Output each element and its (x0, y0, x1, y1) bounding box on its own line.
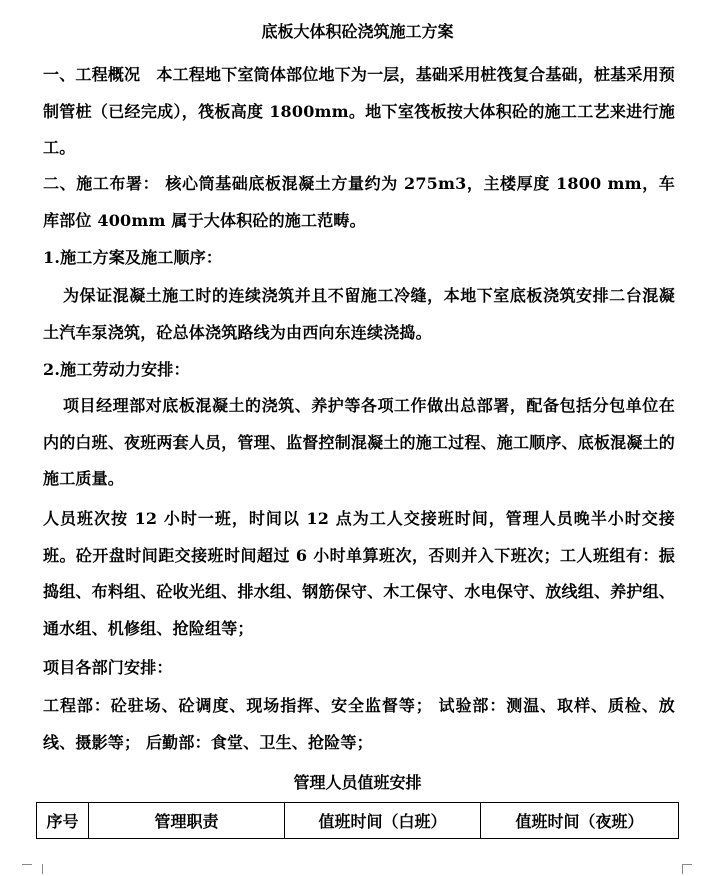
paragraph-construction-layout: 二、施工布署： 核心筒基础底板混凝土方量约为 275m3，主楼厚度 1800 mm，车库部位 400mm 属于大体积砼的施工范畴。 (43, 174, 675, 230)
header-index: 序号 (37, 803, 89, 839)
paragraph-pouring-plan: 为保证混凝土施工时的连续浇筑并且不留施工冷缝，本地下室底板浇筑安排二台混凝土汽车泵浇筑，砼总体浇筑路线为由西向东连续浇捣。 (43, 286, 675, 342)
document-title: 底板大体积砼浇筑施工方案 (261, 22, 454, 41)
table-header-row (37, 803, 679, 839)
page-corner-mark-right-h (682, 864, 692, 866)
header-night-shift: 值班时间（夜班） (481, 803, 679, 839)
page-corner-mark-left-h (22, 864, 32, 866)
paragraph-project-overview: 一、工程概况 本工程地下室筒体部位地下为一层，基础采用桩筏复合基础，桩基采用预制管桩（已经完成），筏板高度 1800mm。地下室筏板按大体积砼的施工工艺来进行施工。 (43, 65, 675, 157)
paragraph-management-deployment: 项目经理部对底板混凝土的浇筑、养护等各项工作做出总部署，配备包括分包单位在内的白班、夜班两套人员，管理、监督控制混凝土的施工过程、施工顺序、底板混凝土的施工质量。 (43, 396, 675, 488)
heading-construction-plan: 1.施工方案及施工顺序： (43, 248, 223, 267)
heading-department-arrangement: 项目各部门安排： (43, 658, 173, 677)
paragraph-department-duties: 工程部：砼驻场、砼调度、现场指挥、安全监督等； 试验部：测温、取样、质检、放线、摄影等； 后勤部：食堂、卫生、抢险等； (43, 696, 675, 752)
paragraph-shift-schedule: 人员班次按 12 小时一班，时间以 12 点为工人交接班时间，管理人员晚半小时交接班。砼开盘时间距交接班时间超过 6 小时单算班次，否则并入下班次；工人班组有：振捣组、布料组、砼收光组、排水组、钢筋保守、木工保守、水电保守、放线组、养护组、通水组、机修组、抢险组等； (43, 509, 675, 638)
header-day-shift: 值班时间（白班） (285, 803, 481, 839)
header-duty: 管理职责 (89, 803, 285, 839)
duty-schedule-table (36, 802, 679, 839)
table-title: 管理人员值班安排 (293, 773, 422, 792)
heading-labor-arrangement: 2.施工劳动力安排： (43, 360, 190, 379)
page-corner-mark-left (32, 864, 43, 874)
